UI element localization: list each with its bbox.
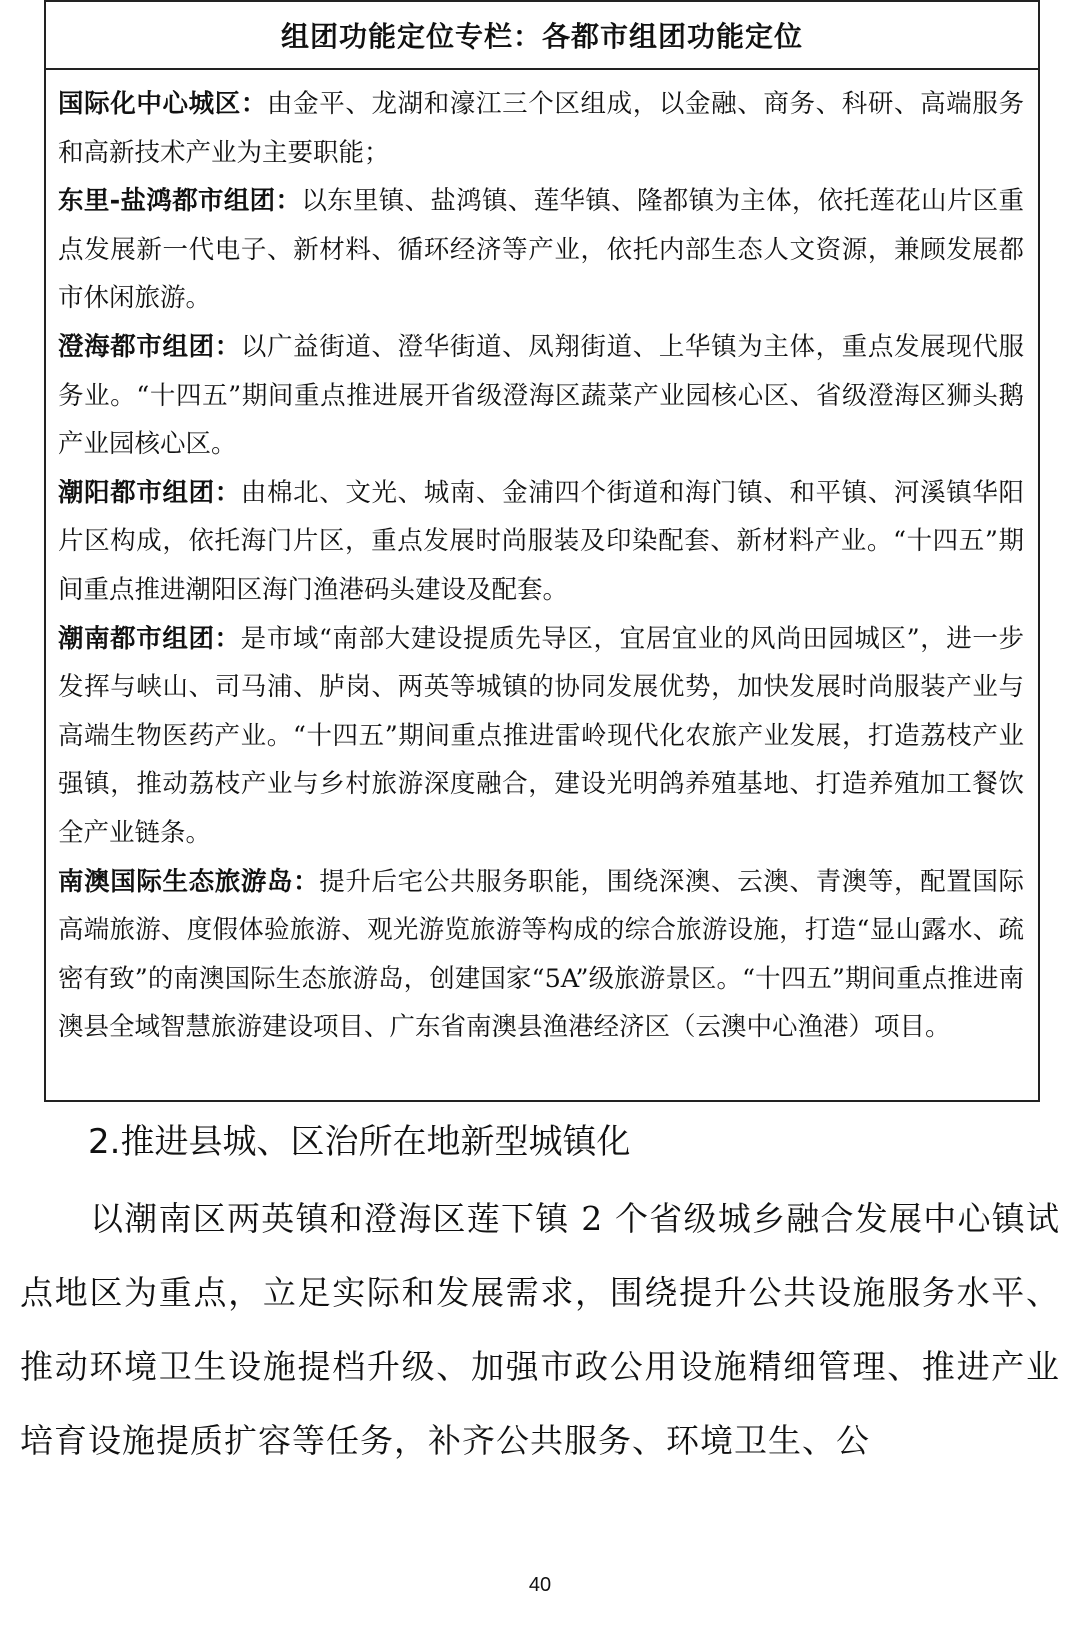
group-entry-central-district bbox=[58, 80, 1024, 177]
entry-lead: 国际化中心城区： bbox=[58, 89, 267, 119]
group-entry-chaoyang bbox=[58, 469, 1024, 615]
entry-text: 由金平、龙湖和濠江三个区组成，以金融、商务、科研、高端服务和高新技术产业为主要职能； bbox=[58, 89, 1024, 168]
entry-text: 是市域“南部大建设提质先导区，宜居宜业的风尚田园城区”，进一步发挥与峡山、司马浦、胪岗、两英等城镇的协同发展优势，加快发展时尚服装产业与高端生物医药产业。“十四五”期间重点推进雷岭现代化农旅产业发展，打造荔枝产业强镇，推动荔枝产业与乡村旅游深度融合，建设光明鸽养殖基地、打造养殖加工餐饮全产业链条。 bbox=[58, 623, 1024, 848]
entry-lead: 澄海都市组团： bbox=[58, 331, 241, 362]
group-entry-chenghai bbox=[58, 323, 1024, 469]
entry-text: 以广益街道、澄华街道、凤翔街道、上华镇为主体，重点发展现代服务业。“十四五”期间重点推进展开省级澄海区蔬菜产业园核心区、省级澄海区狮头鹅产业园核心区。 bbox=[58, 331, 1024, 460]
feature-box-body bbox=[46, 70, 1038, 1052]
entry-lead: 潮阳都市组团： bbox=[58, 477, 241, 508]
feature-box bbox=[44, 0, 1040, 1102]
body-paragraph: 以潮南区两英镇和澄海区莲下镇 2 个省级城乡融合发展中心镇试点地区为重点，立足实际和发展需求，围绕提升公共设施服务水平、推动环境卫生设施提档升级、加强市政公用设施精细管理、推进产业培育设施提质扩容等任务，补齐公共服务、环境卫生、公 bbox=[20, 1199, 1060, 1460]
group-entry-chaonan bbox=[58, 615, 1024, 858]
group-entry-dongli-yanhong bbox=[58, 177, 1024, 323]
entry-lead: 潮南都市组团： bbox=[58, 623, 241, 654]
entry-lead: 东里-盐鸿都市组团： bbox=[58, 186, 302, 217]
entry-text: 提升后宅公共服务职能，围绕深澳、云澳、青澳等，配置国际高端旅游、度假体验旅游、观光游览旅游等构成的综合旅游设施，打造“显山露水、疏密有致”的南澳国际生态旅游岛，创建国家“5A”级旅游景区。“十四五”期间重点推进南澳县全域智慧旅游建设项目、广东省南澳县渔港经济区（云澳中心渔港）项目。 bbox=[58, 866, 1024, 1043]
section-heading: 2.推进县城、区治所在地新型城镇化 bbox=[88, 1122, 631, 1162]
entry-lead: 南澳国际生态旅游岛： bbox=[58, 866, 320, 897]
feature-box-title: 组团功能定位专栏：各都市组团功能定位 bbox=[46, 2, 1038, 70]
group-entry-nanao bbox=[58, 858, 1024, 1052]
entry-text: 由棉北、文光、城南、金浦四个街道和海门镇、和平镇、河溪镇华阳片区构成，依托海门片区，重点发展时尚服装及印染配套、新材料产业。“十四五”期间重点推进潮阳区海门渔港码头建设及配套。 bbox=[58, 477, 1024, 605]
page-number: 40 bbox=[528, 1574, 552, 1596]
entry-text: 以东里镇、盐鸿镇、莲华镇、隆都镇为主体，依托莲花山片区重点发展新一代电子、新材料、循环经济等产业，依托内部生态人文资源，兼顾发展都市休闲旅游。 bbox=[58, 186, 1024, 314]
